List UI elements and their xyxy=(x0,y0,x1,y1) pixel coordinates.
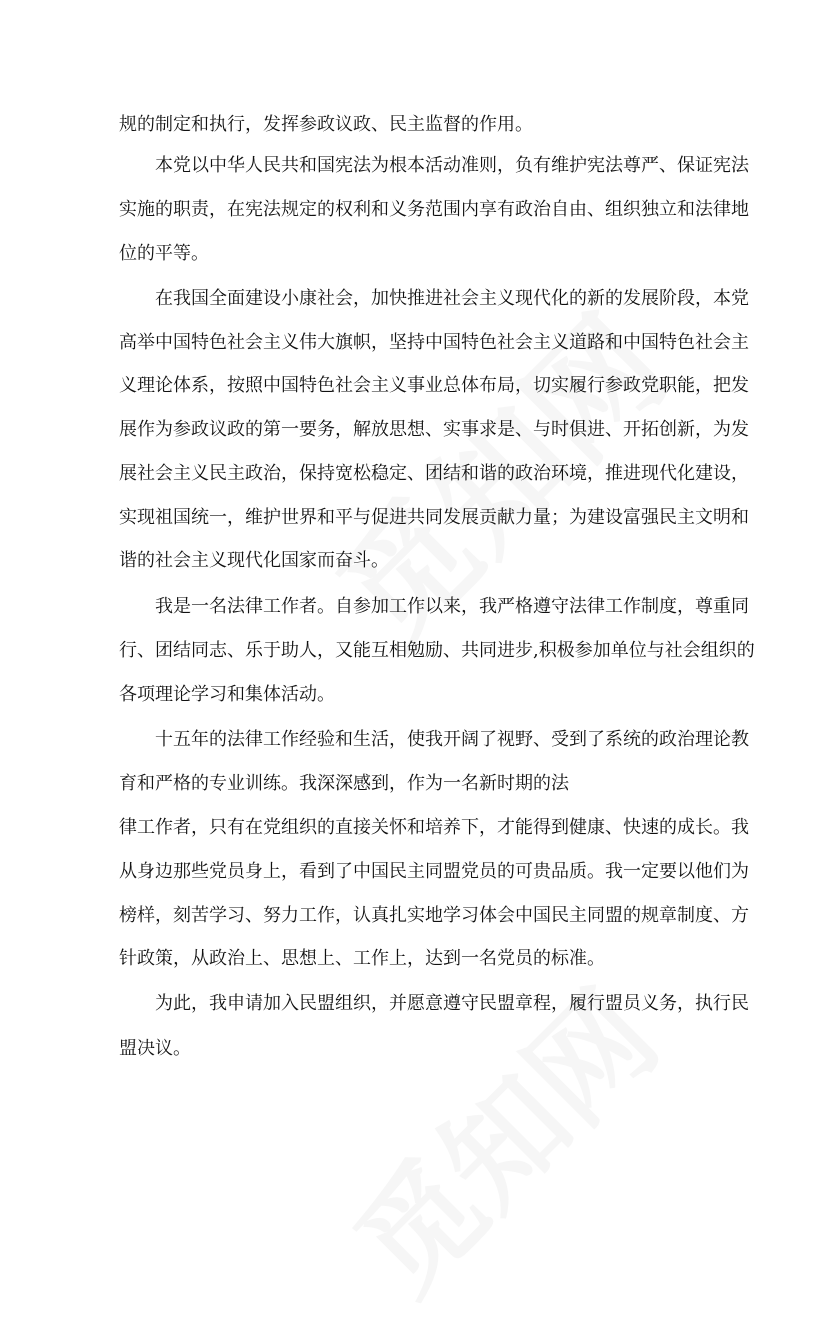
paragraph-first-line: 十五年的法律工作经验和生活，使我开阔了视野、受到了系统的政治理论教 xyxy=(155,729,749,750)
paragraph-first-line: 我是一名法律工作者。自参加工作以来，我严格遵守法律工作制度，尊重同 xyxy=(155,596,749,617)
paragraph-first-line: 为此，我申请加入民盟组织，并愿意遵守民盟章程，履行盟员义务，执行民 xyxy=(155,993,749,1014)
text-line: 规的制定和执行，发挥参政议政、民主监督的作用。 xyxy=(119,114,533,135)
text-line: 从身边那些党员身上，看到了中国民主同盟党员的可贵品质。我一定要以他们为 xyxy=(119,861,749,882)
text-line: 育和严格的专业训练。我深深感到，作为一名新时期的法 xyxy=(119,773,569,794)
text-line: 高举中国特色社会主义伟大旗帜，坚持中国特色社会主义道路和中国特色社会主 xyxy=(119,332,749,353)
text-line: 展社会主义民主政治，保持宽松稳定、团结和谐的政治环境，推进现代化建设， xyxy=(119,463,749,484)
text-line: 律工作者，只有在党组织的直接关怀和培养下，才能得到健康、快速的成长。我 xyxy=(119,817,749,838)
text-line: 位的平等。 xyxy=(119,243,209,264)
text-line: 义理论体系，按照中国特色社会主义事业总体布局，切实履行参政党职能，把发 xyxy=(119,375,749,396)
text-line: 谐的社会主义现代化国家而奋斗。 xyxy=(119,550,389,571)
text-line: 榜样，刻苦学习、努力工作，认真扎实地学习体会中国民主同盟的规章制度、方 xyxy=(119,905,749,926)
paragraph-first-line: 本党以中华人民共和国宪法为根本活动准则，负有维护宪法尊严、保证宪法 xyxy=(155,155,749,176)
text-line: 展作为参政议政的第一要务，解放思想、实事求是、与时俱进、开拓创新，为发 xyxy=(119,419,749,440)
text-line: 实现祖国统一，维护世界和平与促进共同发展贡献力量；为建设富强民主文明和 xyxy=(119,507,749,528)
text-line: 盟决议。 xyxy=(119,1038,191,1059)
text-line: 针政策，从政治上、思想上、工作上，达到一名党员的标准。 xyxy=(119,948,605,969)
text-line: 各项理论学习和集体活动。 xyxy=(119,684,335,705)
paragraph-first-line: 在我国全面建设小康社会，加快推进社会主义现代化的新的发展阶段，本党 xyxy=(155,288,749,309)
text-line: 实施的职责，在宪法规定的权利和义务范围内享有政治自由、组织独立和法律地 xyxy=(119,199,749,220)
text-line: 行、团结同志、乐于助人，又能互相勉励、共同进步,积极参加单位与社会组织的 xyxy=(119,640,755,661)
